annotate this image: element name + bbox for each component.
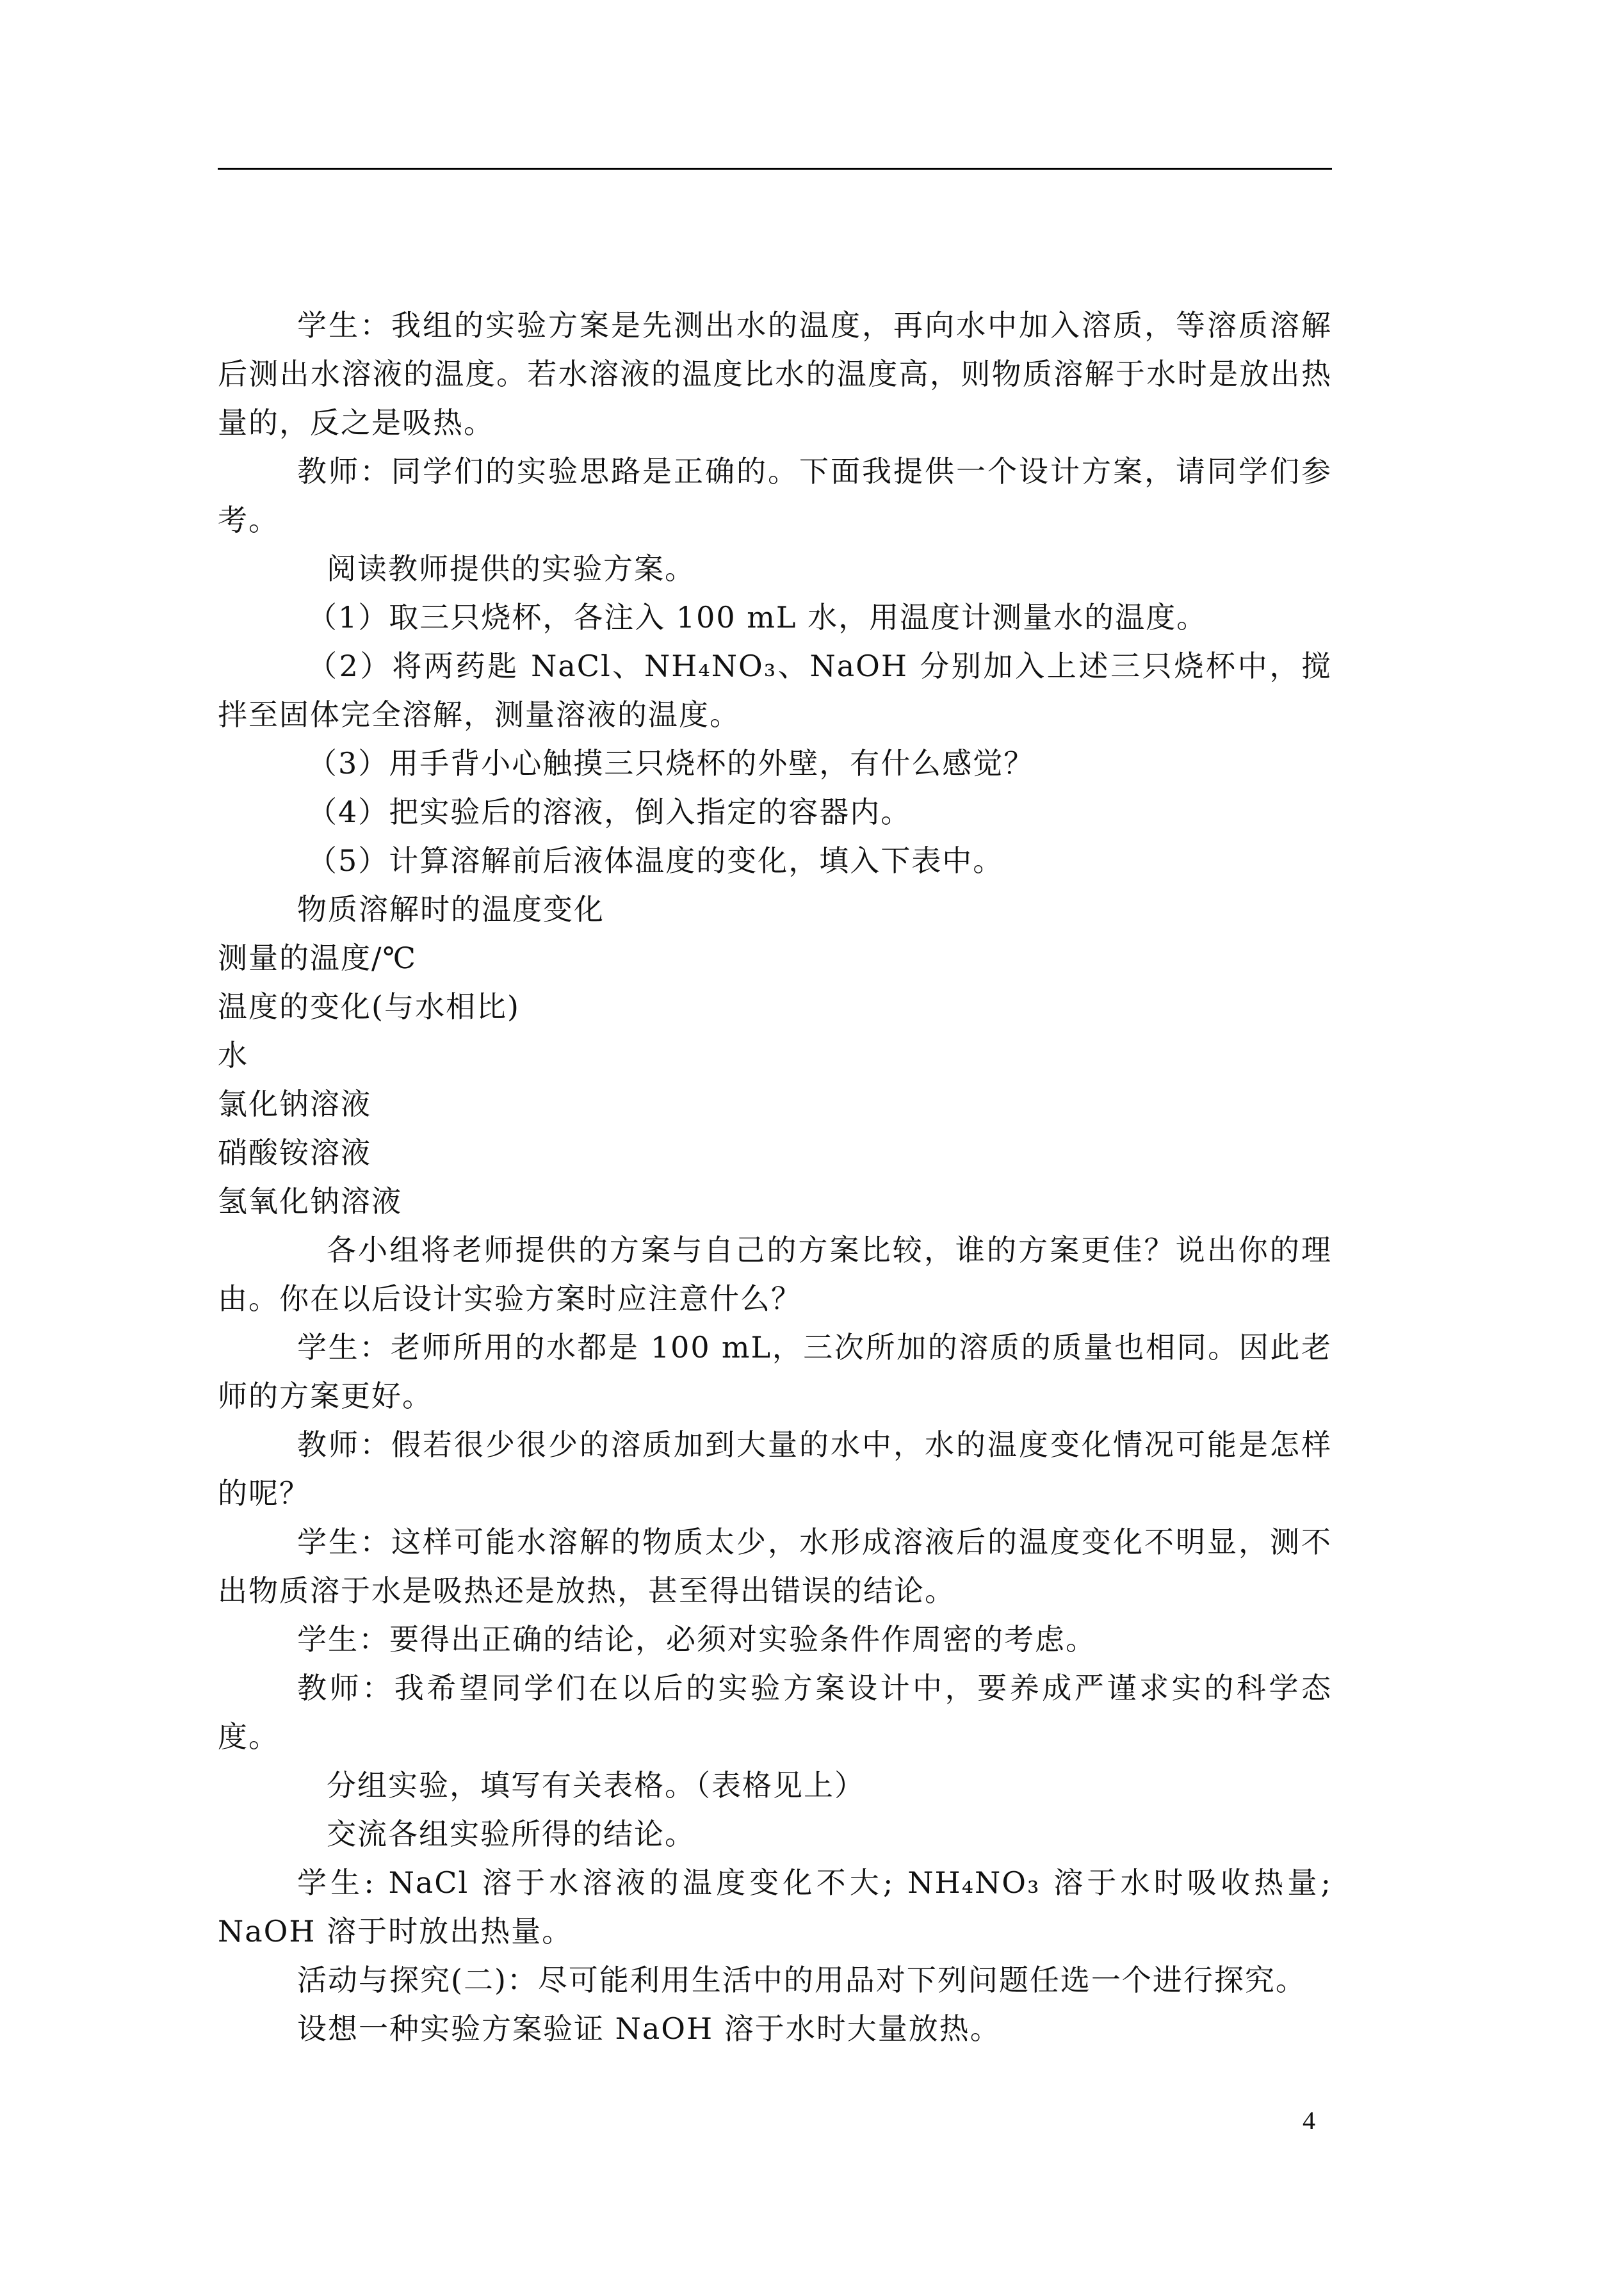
step-5: （5）计算溶解前后液体温度的变化，填入下表中。 [307,843,1004,878]
paragraph-activity-2: 活动与探究(二)：尽可能利用生活中的用品对下列问题任选一个进行探究。 [297,1963,1306,1997]
paragraph-group-experiment: 分组实验，填写有关表格。（表格见上） [327,1768,865,1803]
paragraph-teacher-hope: 教师：我希望同学们在以后的实验方案设计中，要养成严谨求实的科学态度。 [218,1671,1332,1754]
table-row-nacl: 氯化钠溶液 [218,1087,371,1121]
step-3: （3）用手背小心触摸三只烧杯的外壁，有什么感觉？ [307,746,1035,781]
paragraph-teacher-question: 教师：假若很少很少的溶质加到大量的水中，水的温度变化情况可能是怎样的呢？ [218,1427,1332,1511]
paragraph-student-answer-3: 学生：要得出正确的结论，必须对实验条件作周密的考虑。 [297,1622,1096,1657]
table-header-measured-temp: 测量的温度/℃ [218,941,417,975]
paragraph-student-answer-2: 学生：这样可能水溶解的物质太少，水形成溶液后的温度变化不明显，测不出物质溶于水是吸热还是放热，甚至得出错误的结论。 [218,1525,1332,1608]
step-4: （4）把实验后的溶液，倒入指定的容器内。 [307,795,912,829]
paragraph-teacher-feedback: 教师：同学们的实验思路是正确的。下面我提供一个设计方案，请同学们参考。 [218,454,1332,537]
table-row-water: 水 [218,1038,248,1073]
paragraph-student-plan: 学生：我组的实验方案是先测出水的温度，再向水中加入溶质，等溶质溶解后测出水溶液的温度。若水溶液的温度比水的温度高，则物质溶解于水时是放出热量的，反之是吸热。 [218,308,1332,440]
document-body [218,301,1332,2053]
paragraph-share-conclusions: 交流各组实验所得的结论。 [327,1817,695,1851]
step-1: （1）取三只烧杯，各注入 100 mL 水，用温度计测量水的温度。 [307,600,1208,635]
table-row-nh4no3: 硝酸铵溶液 [218,1135,371,1170]
page-number: 4 [1303,2106,1315,2135]
table-row-naoh: 氢氧化钠溶液 [218,1184,402,1219]
step-2: （2）将两药匙 NaCl、NH₄NO₃、NaOH 分别加入上述三只烧杯中，搅拌至固体完全溶解，测量溶液的温度。 [218,649,1332,732]
paragraph-compare-plans: 各小组将老师提供的方案与自己的方案比较，谁的方案更佳？说出你的理由。你在以后设计实验方案时应注意什么？ [218,1233,1332,1316]
paragraph-read-plan: 阅读教师提供的实验方案。 [327,551,695,586]
paragraph-student-answer-1: 学生：老师所用的水都是 100 mL，三次所加的溶质的质量也相同。因此老师的方案更好。 [218,1330,1332,1413]
table-header-temp-change: 温度的变化(与水相比) [218,989,520,1024]
paragraph-student-conclusion: 学生: NaCl 溶于水溶液的温度变化不大; NH₄NO₃ 溶于水时吸收热量; NaOH 溶于时放出热量。 [218,1865,1332,1949]
table-caption: 物质溶解时的温度变化 [297,892,605,927]
paragraph-design-experiment: 设想一种实验方案验证 NaOH 溶于水时大量放热。 [297,2011,1001,2046]
header-rule [218,168,1332,170]
